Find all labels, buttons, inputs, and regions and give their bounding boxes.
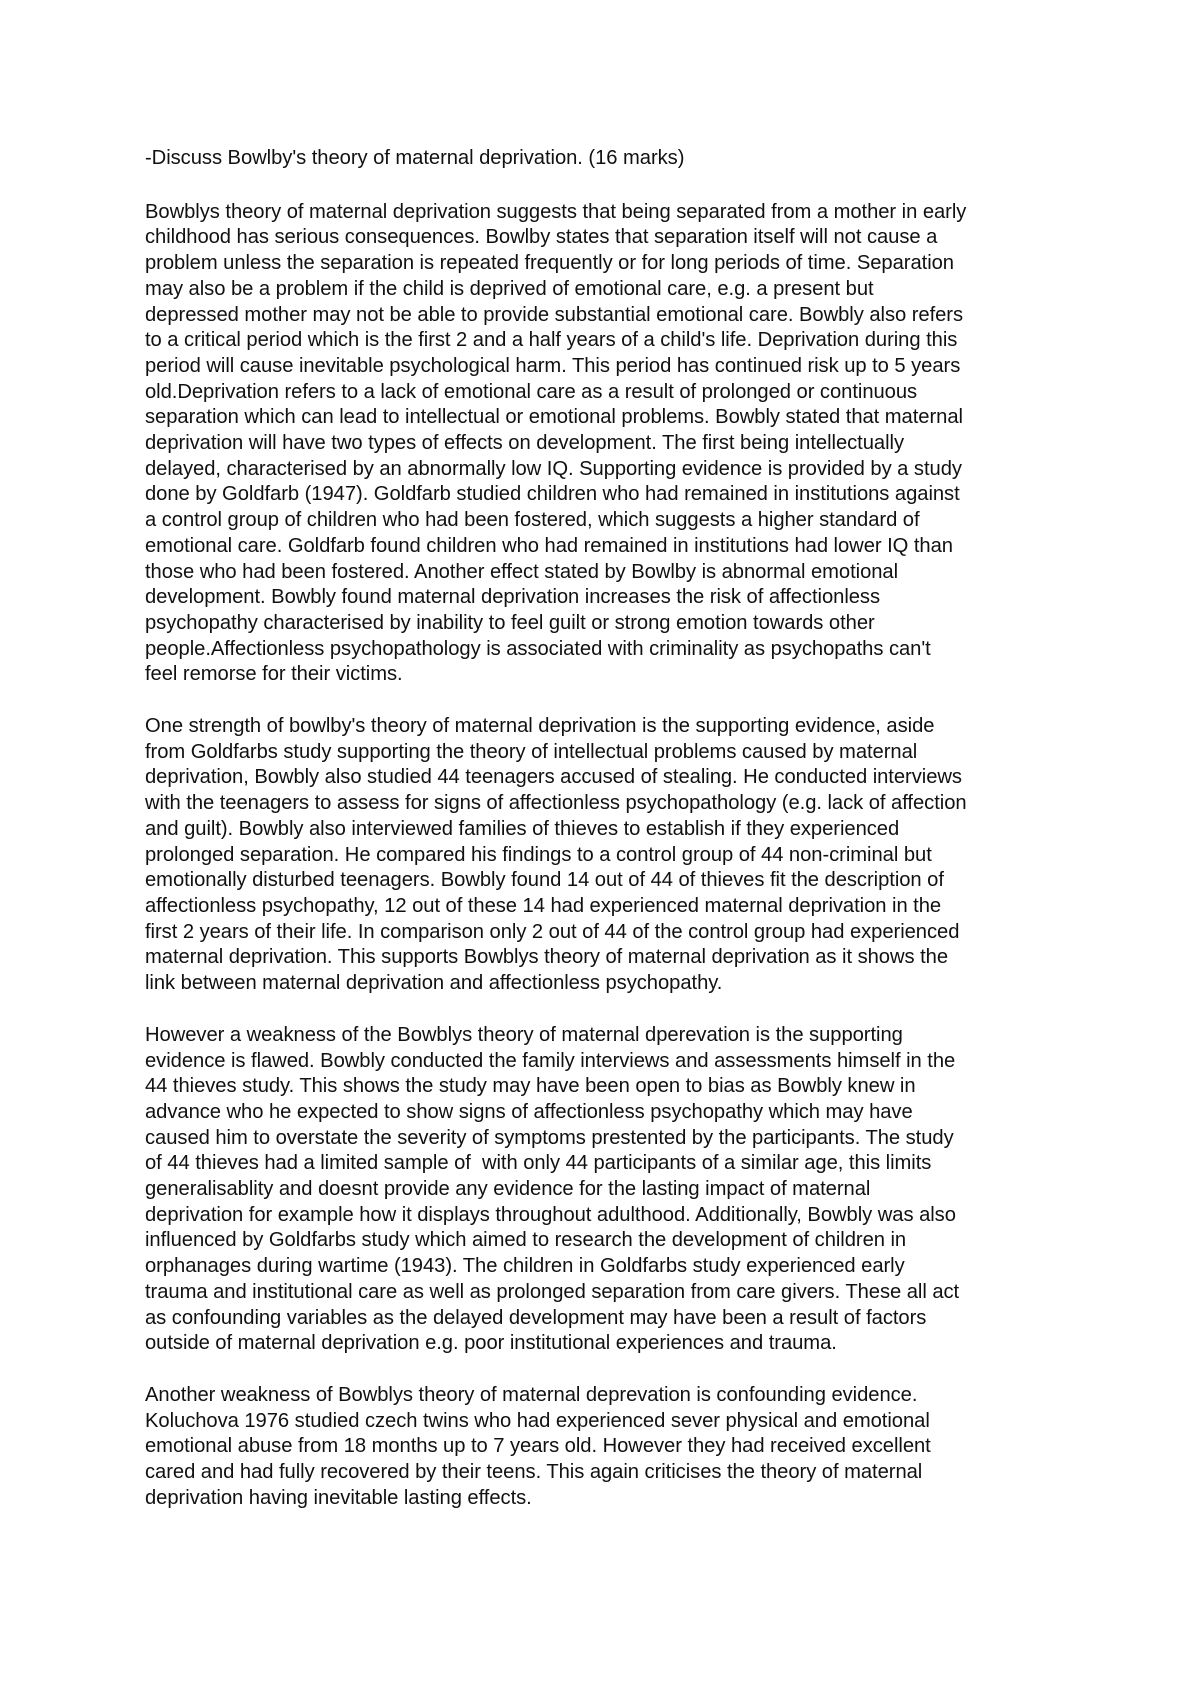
paragraph — [145, 714, 1067, 997]
text-line: childhood has serious consequences. Bowlby states that separation itself will not cause a — [145, 226, 938, 249]
text-line: emotional abuse from 18 months up to 7 years old. However they had received excellent — [145, 1435, 931, 1458]
text-line: deprivation will have two types of effects on development. The first being intellectually — [145, 432, 904, 455]
text-line: emotional care. Goldfarb found children who had remained in institutions had lower IQ than — [145, 534, 953, 557]
text-line: done by Goldfarb (1947). Goldfarb studied children who had remained in institutions against — [145, 483, 960, 506]
text-line: affectionless psychopathy, 12 out of these 14 had experienced maternal deprivation in the — [145, 894, 942, 917]
text-line: those who had been fostered. Another effect stated by Bowlby is abnormal emotional — [145, 560, 899, 583]
text-line: maternal deprivation. This supports Bowblys theory of maternal deprivation as it shows the — [145, 946, 949, 969]
text-line: to a critical period which is the first 2 and a half years of a child's life. Deprivation during this — [145, 329, 958, 352]
text-line: first 2 years of their life. In comparison only 2 out of 44 of the control group had experienced — [145, 920, 960, 943]
text-line: Another weakness of Bowblys theory of maternal deprevation is confounding evidence. — [145, 1383, 918, 1406]
text-line: 44 thieves study. This shows the study may have been open to bias as Bowbly knew in — [145, 1075, 916, 1098]
text-line: separation which can lead to intellectual or emotional problems. Bowbly stated that maternal — [145, 406, 963, 429]
text-line: influenced by Goldfarbs study which aimed to research the development of children in — [145, 1229, 907, 1252]
text-line: period will cause inevitable psychological harm. This period has continued risk up to 5 years — [145, 354, 961, 377]
text-line: with the teenagers to assess for signs of affectionless psychopathology (e.g. lack of affection — [145, 792, 967, 815]
text-line: generalisablity and doesnt provide any evidence for the lasting impact of maternal — [145, 1178, 871, 1201]
text-line: development. Bowbly found maternal deprivation increases the risk of affectionless — [145, 586, 881, 609]
text-line: depressed mother may not be able to provide substantial emotional care. Bowbly also refers — [145, 303, 964, 326]
text-line: emotionally disturbed teenagers. Bowbly found 14 out of 44 of thieves fit the description of — [145, 869, 944, 892]
paragraph — [145, 200, 1067, 688]
text-line: outside of maternal deprivation e.g. poor institutional experiences and trauma. — [145, 1332, 837, 1355]
text-line: old.Deprivation refers to a lack of emotional care as a result of prolonged or continuous — [145, 380, 918, 403]
text-line: prolonged separation. He compared his findings to a control group of 44 non-criminal but — [145, 843, 932, 866]
text-line: deprivation having inevitable lasting effects. — [145, 1486, 532, 1509]
text-line: delayed, characterised by an abnormally low IQ. Supporting evidence is provided by a study — [145, 457, 962, 480]
text-line: link between maternal deprivation and affectionless psychopathy. — [145, 972, 723, 995]
text-line: problem unless the separation is repeated frequently or for long periods of time. Separation — [145, 252, 954, 275]
text-line: advance who he expected to show signs of affectionless psychopathy which may have — [145, 1100, 913, 1123]
text-line: However a weakness of the Bowblys theory of maternal dperevation is the supporting — [145, 1023, 903, 1046]
text-line: feel remorse for their victims. — [145, 663, 403, 686]
paragraph — [145, 1023, 1067, 1357]
text-line: a control group of children who had been fostered, which suggests a higher standard of — [145, 509, 920, 532]
text-line: deprivation, Bowbly also studied 44 teenagers accused of stealing. He conducted interviews — [145, 766, 962, 789]
text-line: caused him to overstate the severity of symptoms prestented by the participants. The study — [145, 1126, 954, 1149]
document-body — [145, 146, 1067, 1537]
text-line: Bowblys theory of maternal deprivation suggests that being separated from a mother in early — [145, 200, 967, 223]
text-line: trauma and institutional care as well as prolonged separation from care givers. These all act — [145, 1280, 960, 1303]
text-line: Koluchova 1976 studied czech twins who had experienced sever physical and emotional — [145, 1409, 930, 1432]
text-line: and guilt). Bowbly also interviewed families of thieves to establish if they experienced — [145, 817, 900, 840]
text-line: people.Affectionless psychopathology is associated with criminality as psychopaths can't — [145, 637, 931, 660]
text-line: cared and had fully recovered by their teens. This again criticises the theory of maternal — [145, 1461, 923, 1484]
text-line: of 44 thieves had a limited sample of with only 44 participants of a similar age, this limits — [145, 1152, 932, 1175]
text-line: orphanages during wartime (1943). The children in Goldfarbs study experienced early — [145, 1255, 905, 1278]
paragraph — [145, 1383, 1067, 1512]
text-line: One strength of bowlby's theory of maternal deprivation is the supporting evidence, aside — [145, 715, 935, 738]
text-line: psychopathy characterised by inability to feel guilt or strong emotion towards other — [145, 611, 875, 634]
essay-question: -Discuss Bowlby's theory of maternal deprivation. (16 marks) — [145, 147, 685, 169]
text-line: as confounding variables as the delayed development may have been a result of factors — [145, 1306, 927, 1329]
text-line: evidence is flawed. Bowbly conducted the family interviews and assessments himself in the — [145, 1049, 956, 1072]
text-line: deprivation for example how it displays throughout adulthood. Additionally, Bowbly was also — [145, 1203, 956, 1226]
text-line: from Goldfarbs study supporting the theory of intellectual problems caused by maternal — [145, 740, 918, 763]
text-line: may also be a problem if the child is deprived of emotional care, e.g. a present but — [145, 277, 874, 300]
